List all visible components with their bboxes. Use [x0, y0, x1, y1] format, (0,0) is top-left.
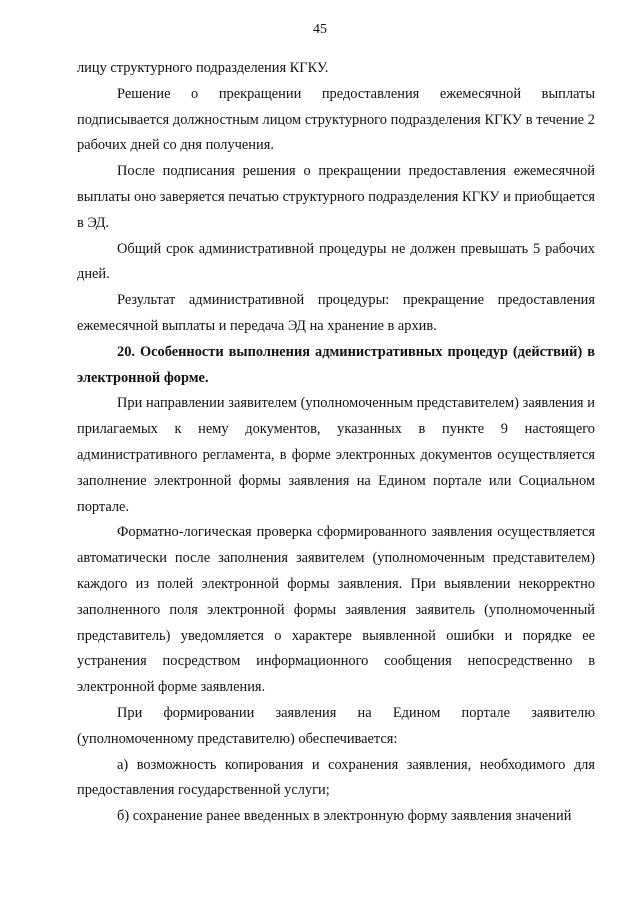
paragraph-decision-certification: После подписания решения о прекращении предоставления ежемесячной выплаты оно заверяется печатью структурного подразделения КГКУ и приобщается в ЭД. [77, 163, 595, 231]
paragraph-total-term: Общий срок административной процедуры не должен превышать 5 рабочих дней. [77, 240, 595, 283]
paragraph-continuation: лицу структурного подразделения КГКУ. [77, 60, 329, 76]
paragraph-portal-provision: При формировании заявления на Едином портале заявителю (уполномоченному представителю) обеспечивается: [77, 704, 595, 747]
page-number: 45 [313, 22, 327, 37]
list-item-a: а) возможность копирования и сохранения заявления, необходимого для предоставления государственной услуги; [77, 756, 595, 799]
paragraph-decision-signing: Решение о прекращении предоставления ежемесячной выплаты подписывается должностным лицом структурного подразделения КГКУ в течение 2 рабочих дней со дня получения. [77, 85, 595, 154]
document-body [77, 56, 595, 830]
list-item-b: б) сохранение ранее введенных в электронную форму заявления значений [117, 808, 572, 825]
paragraph-procedure-result: Результат административной процедуры: прекращение предоставления ежемесячной выплаты и передача ЭД на хранение в архив. [77, 292, 595, 334]
section-heading: 20. Особенности выполнения административных процедур (действий) в электронной форме. [77, 343, 595, 386]
paragraph-format-check: Форматно-логическая проверка сформированного заявления осуществляется автоматически после заполнения заявителем (уполномоченным представителем) каждого из полей электронной формы заявления. При выявлении некорректно заполненного поля электронной формы заявления заявитель (уполномоченный представитель) уведомляется о характере выявленной ошибки и порядке ее устранения посредством информационного сообщения непосредственно в электронной форме заявления. [77, 524, 595, 696]
paragraph-electronic-submission: При направлении заявителем (уполномоченным представителем) заявления и прилагаемых к нему документов, указанных в пункте 9 настоящего административного регламента, в форме электронных документов осуществляется заполнение электронной формы заявления на Едином портале или Социальном портале. [77, 395, 595, 515]
